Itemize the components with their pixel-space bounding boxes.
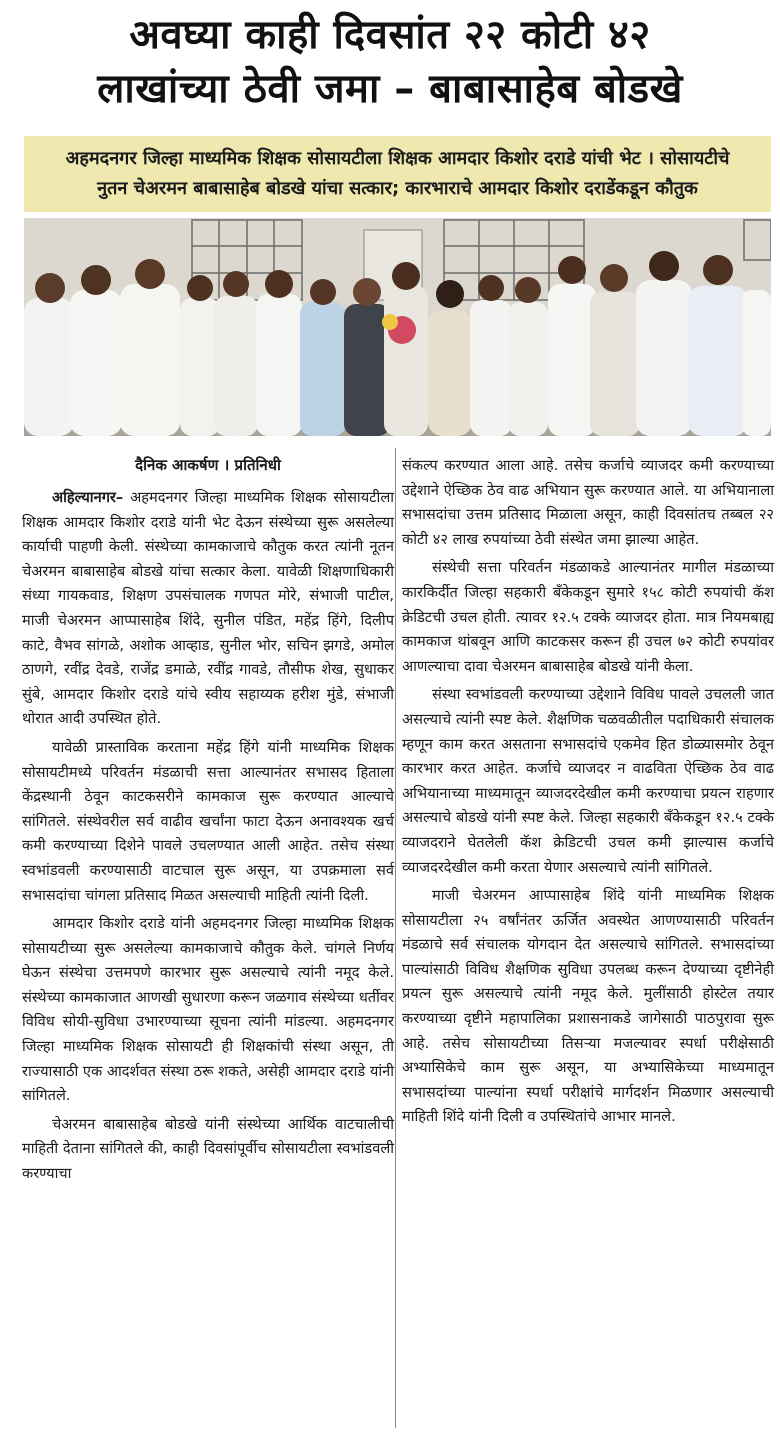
paragraph-5: संकल्प करण्यात आला आहे. तसेच कर्जाचे व्याजदर कमी करण्याच्या उद्देशाने ऐच्छिक ठेव वाढ अभियान सुरू करण्यात आले. या अभियानाला सभासदांचा उत्तम प्रतिसाद मिळाला असून, काही दिवसांतच तब्बल २२ कोटी ४२ लाख रुपयांच्या ठेवी संस्थेत जमा झाल्या आहेत. — [402, 457, 774, 548]
dateline: अहिल्यानगर– — [52, 489, 124, 506]
paragraph-4: चेअरमन बाबासाहेब बोडखे यांनी संस्थेच्या आर्थिक वाटचालीची माहिती देताना सांगितले की, काही दिवसांपूर्वीच सोसायटीला स्वभांडवली करण्याचा — [22, 1115, 394, 1183]
paragraph-7: संस्था स्वभांडवली करण्याच्या उद्देशाने विविध पावले उचलली जात असल्याचे त्यांनी स्पष्ट केले. शैक्षणिक चळवळीतील पदाधिकारी संचालक म्हणून काम करत असताना सभासदांचे एकमेव हित डोळ्यासमोर ठेवून कारभार करत आहेत. कर्जाचे व्याजदर न वाढविता ऐच्छिक ठेव वाढ अभियानाच्या माध्यमातून व्याजदरदेखील कमी करण्याचा प्रयत्न राहणार असल्याचे बोडखे यांनी स्पष्ट केले. जिल्हा सहकारी बँकेकडून १२.५ टक्के व्याजदराने घेतलेली कॅश क्रेडिटची उचल कमी झाल्यास कर्जाचे व्याजदरदेखील कमी करता येणार असल्याचे त्यांनी सांगितले. — [402, 686, 774, 876]
byline: दैनिक आकर्षण । प्रतिनिधी — [135, 456, 281, 474]
deck-line-1: अहमदनगर जिल्हा माध्यमिक शिक्षक सोसायटीला शिक्षक आमदार किशोर दराडे यांची भेट । सोसायटीचे — [65, 148, 730, 169]
paragraph-1-text: अहमदनगर जिल्हा माध्यमिक शिक्षक सोसायटीला शिक्षक आमदार किशोर दराडे यांनी भेट देऊन संस्थेच्या सुरू असलेल्या कार्याची पाहणी केली. संस्थेच्या कामकाजाचे कौतुक करत त्यांनी नूतन चेअरमन बाबासाहेब बोडखे यांचा सत्कार केला. यावेळी शिक्षणाधिकारी संध्या गायकवाड, शिक्षण उपसंचालक गणपत मोरे, संभाजी पाटील, माजी चेअरमन आप्पासाहेब शिंदे, सुनील पंडित, महेंद्र हिंगे, दिलीप काटे, वैभव सांगळे, अशोक आव्हाड, सुनील भोर, सचिन झगडे, अमोल ठाणगे, रवींद्र देवडे, राजेंद्र डमाळे, रवींद्र गावडे, तौसीफ शेख, सुधाकर सुंबे, आमदार किशोर दराडे यांचे स्वीय सहाय्यक हरीश मुंडे, संभाजी थोरात आदी उपस्थित होते. — [22, 489, 394, 728]
headline-line-2: लाखांच्या ठेवी जमा – बाबासाहेब बोडखे — [97, 66, 683, 112]
headline-line-1: अवघ्या काही दिवसांत २२ कोटी ४२ — [129, 12, 651, 58]
article-column-right — [402, 454, 774, 1130]
column-divider — [395, 448, 396, 1428]
paragraph-3: आमदार किशोर दराडे यांनी अहमदनगर जिल्हा माध्यमिक शिक्षक सोसायटीच्या सुरू असलेल्या कामकाजाचे कौतुक केले. चांगले निर्णय घेऊन संस्थेचा उत्तमपणे कारभार सुरू असल्याचे त्यांनी नमूद केले. संस्थेच्या कामकाजात आणखी सुधारणा करून जळगाव संस्थेच्या धर्तीवर विविध सोयी-सुविधा उभारण्याच्या सूचना त्यांनी मांडल्या. अहमदनगर जिल्हा माध्यमिक शिक्षक सोसायटी ही शिक्षकांची संस्था असून, ती राज्यासाठी एक आदर्शवत संस्था ठरू शकते, असेही आमदार दराडे यांनी सांगितले. — [22, 915, 394, 1105]
deck-line-2: नुतन चेअरमन बाबासाहेब बोडखे यांचा सत्कार; कारभाराचे आमदार किशोर दराडेंकडून कौतुक — [97, 178, 698, 199]
headline — [0, 8, 780, 116]
group-photo-illustration — [24, 218, 771, 436]
group-photo — [24, 218, 771, 436]
paragraph-2: यावेळी प्रास्ताविक करताना महेंद्र हिंगे यांनी माध्यमिक शिक्षक सोसायटीमध्ये परिवर्तन मंडळाची सत्ता आल्यानंतर सभासद हिताला केंद्रस्थानी ठेवून काटकसरीने कामकाज सुरू करण्यात आल्याचे सांगितले. संस्थेवरील सर्व वाढीव खर्चांना फाटा देऊन अनावश्यक खर्च कमी करण्याच्या दिशेने पावले उचलण्यात आली आहेत. तसेच संस्था स्वभांडवली करण्यासाठी वाटचाल सुरू असून, या उपक्रमाला सर्व सभासदांचा चांगला प्रतिसाद मिळत असल्याची माहिती त्यांनी दिली. — [22, 738, 394, 904]
paragraph-8: माजी चेअरमन आप्पासाहेब शिंदे यांनी माध्यमिक शिक्षक सोसायटीला २५ वर्षांनंतर ऊर्जित अवस्थेत आणण्यासाठी परिवर्तन मंडळाचे सर्व संचालक योगदान देत असल्याचे सांगितले. सभासदांच्या पाल्यांसाठी विविध शैक्षणिक सुविधा उपलब्ध करून देण्याच्या दृष्टीनेही प्रयत्न सुरू असल्याचे त्यांनी नमूद केले. मुलींसाठी होस्टेल तयार करण्याच्या दृष्टीने महापालिका प्रशासनाकडे जागेसाठी पाठपुरावा सुरू आहे. तसेच सोसायटीच्या तिसऱ्या मजल्यावर स्पर्धा परीक्षेसाठी अभ्यासिकेचे काम सुरू असून, या अभ्यासिकेच्या माध्यमातून सभासदांच्या पाल्यांना स्पर्धा परीक्षांचे मार्गदर्शन मिळणार असल्याची माहिती शिंदे यांनी दिली व उपस्थितांचे आभार मानले. — [402, 887, 774, 1126]
subheadline-deck — [24, 136, 771, 212]
paragraph-6: संस्थेची सत्ता परिवर्तन मंडळाकडे आल्यानंतर मागील मंडळाच्या कारकिर्दीत जिल्हा सहकारी बँकेकडून सुमारे १५८ कोटी रुपयांची कॅश क्रेडिटची उचल होती. त्यावर १२.५ टक्के व्याजदर होता. मात्र नियमबाह्य कामकाज थांबवून आणि काटकसर करून ही उचल ७२ कोटी रुपयांवर आणल्याचा दावा चेअरमन बाबासाहेब बोडखे यांनी केला. — [402, 559, 774, 675]
article-column-left — [22, 452, 394, 1187]
paragraph-1 — [22, 486, 394, 732]
